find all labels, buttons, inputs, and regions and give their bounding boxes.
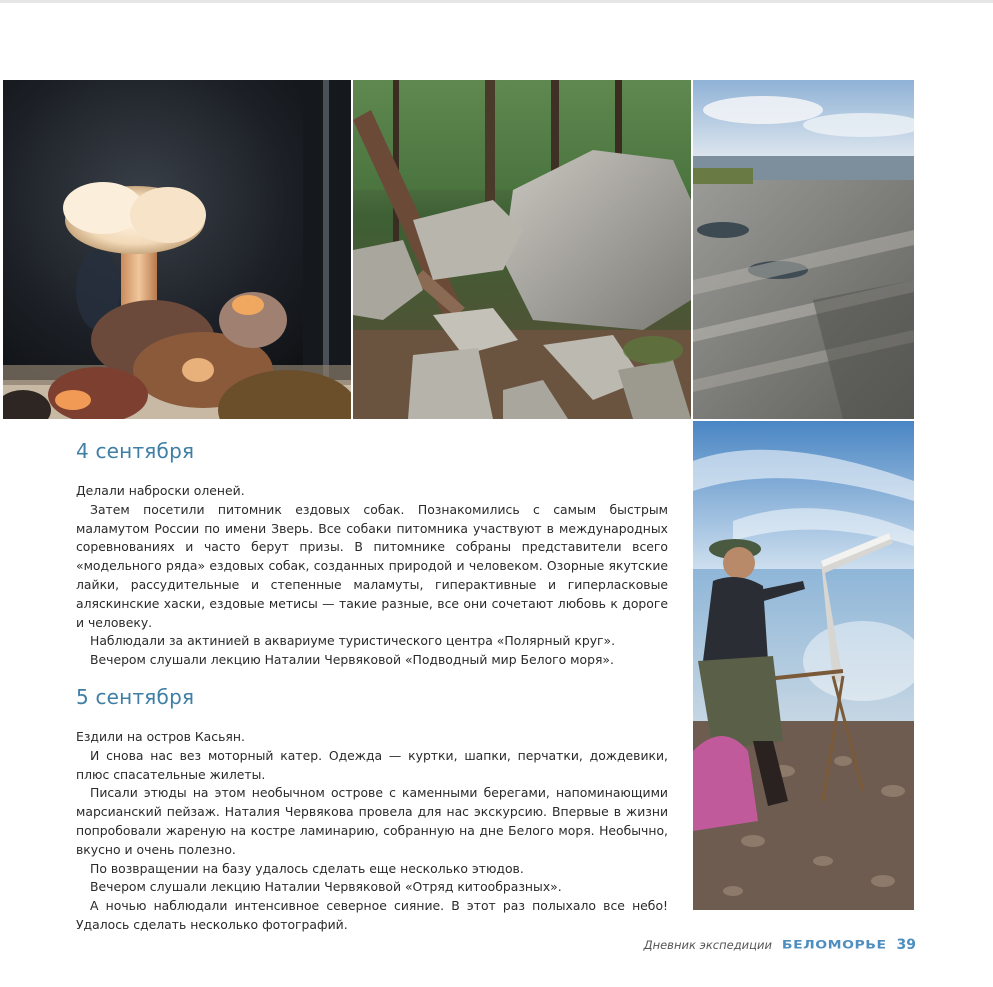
page-number: 39 xyxy=(896,937,916,953)
paragraph: По возвращении на базу удалось сделать еще несколько этюдов. xyxy=(90,860,524,876)
aquarium-anemone-photo xyxy=(3,80,351,419)
paragraph: Писали этюды на этом необычном острове с каменными берегами, напоминающими марсианский пейзаж. Наталия Червякова провела для нас экскурсию. Впервые в жизни попробовали жареную на костре ламинарию, собранную на дне Белого моря. Необычно, вкусно и очень полезно. xyxy=(76,785,668,857)
page-footer xyxy=(560,934,916,956)
paragraph: Затем посетили питомник ездовых собак. Познакомились с самым быстрым маламутом России по имени Зверь. Все собаки питомника участвуют в международных соревнованиях и часто берут призы. В питомнике собраны представители всего «модельного ряда» ездовых собак, созданных природой и человеком. Озорные якутские лайки, рассудительные и степенные маламуты, гиперактивные и гиперласковые аляскинские хаски, ездовые метисы — такие разные, все они сочетают любовь к дороге и человеку. xyxy=(76,501,668,630)
day-heading-sept-5: 5 сентября xyxy=(76,685,195,709)
paragraph: Делали наброски оленей. xyxy=(76,483,245,498)
top-rule xyxy=(0,0,993,3)
day-heading-sept-4: 4 сентября xyxy=(76,439,195,463)
plein-air-artist-photo xyxy=(693,421,914,910)
text-block-sept-5 xyxy=(76,728,668,935)
rocky-shore-photo xyxy=(693,80,914,419)
text-block-sept-4 xyxy=(76,482,668,670)
paragraph: Вечером слушали лекцию Наталии Червяковой «Подводный мир Белого моря». xyxy=(90,652,614,668)
belomorye-logo: БЕЛОМОРЬЕ xyxy=(781,938,887,952)
paragraph: Вечером слушали лекцию Наталии Червяковой «Отряд китообразных». xyxy=(90,879,562,895)
paragraph: А ночью наблюдали интенсивное северное сияние. В этот раз полыхало все небо! Удалось сделать несколько фотографий. xyxy=(76,898,668,932)
forest-rocks-photo xyxy=(353,80,691,419)
paragraph: И снова нас вез моторный катер. Одежда — куртки, шапки, перчатки, дождевики, плюс спасательные жилеты. xyxy=(76,747,668,782)
paragraph: Ездили на остров Касьян. xyxy=(76,729,245,744)
footer-diary-label: Дневник экспедиции xyxy=(643,938,772,952)
paragraph: Наблюдали за актинией в аквариуме туристического центра «Полярный круг». xyxy=(90,633,616,649)
